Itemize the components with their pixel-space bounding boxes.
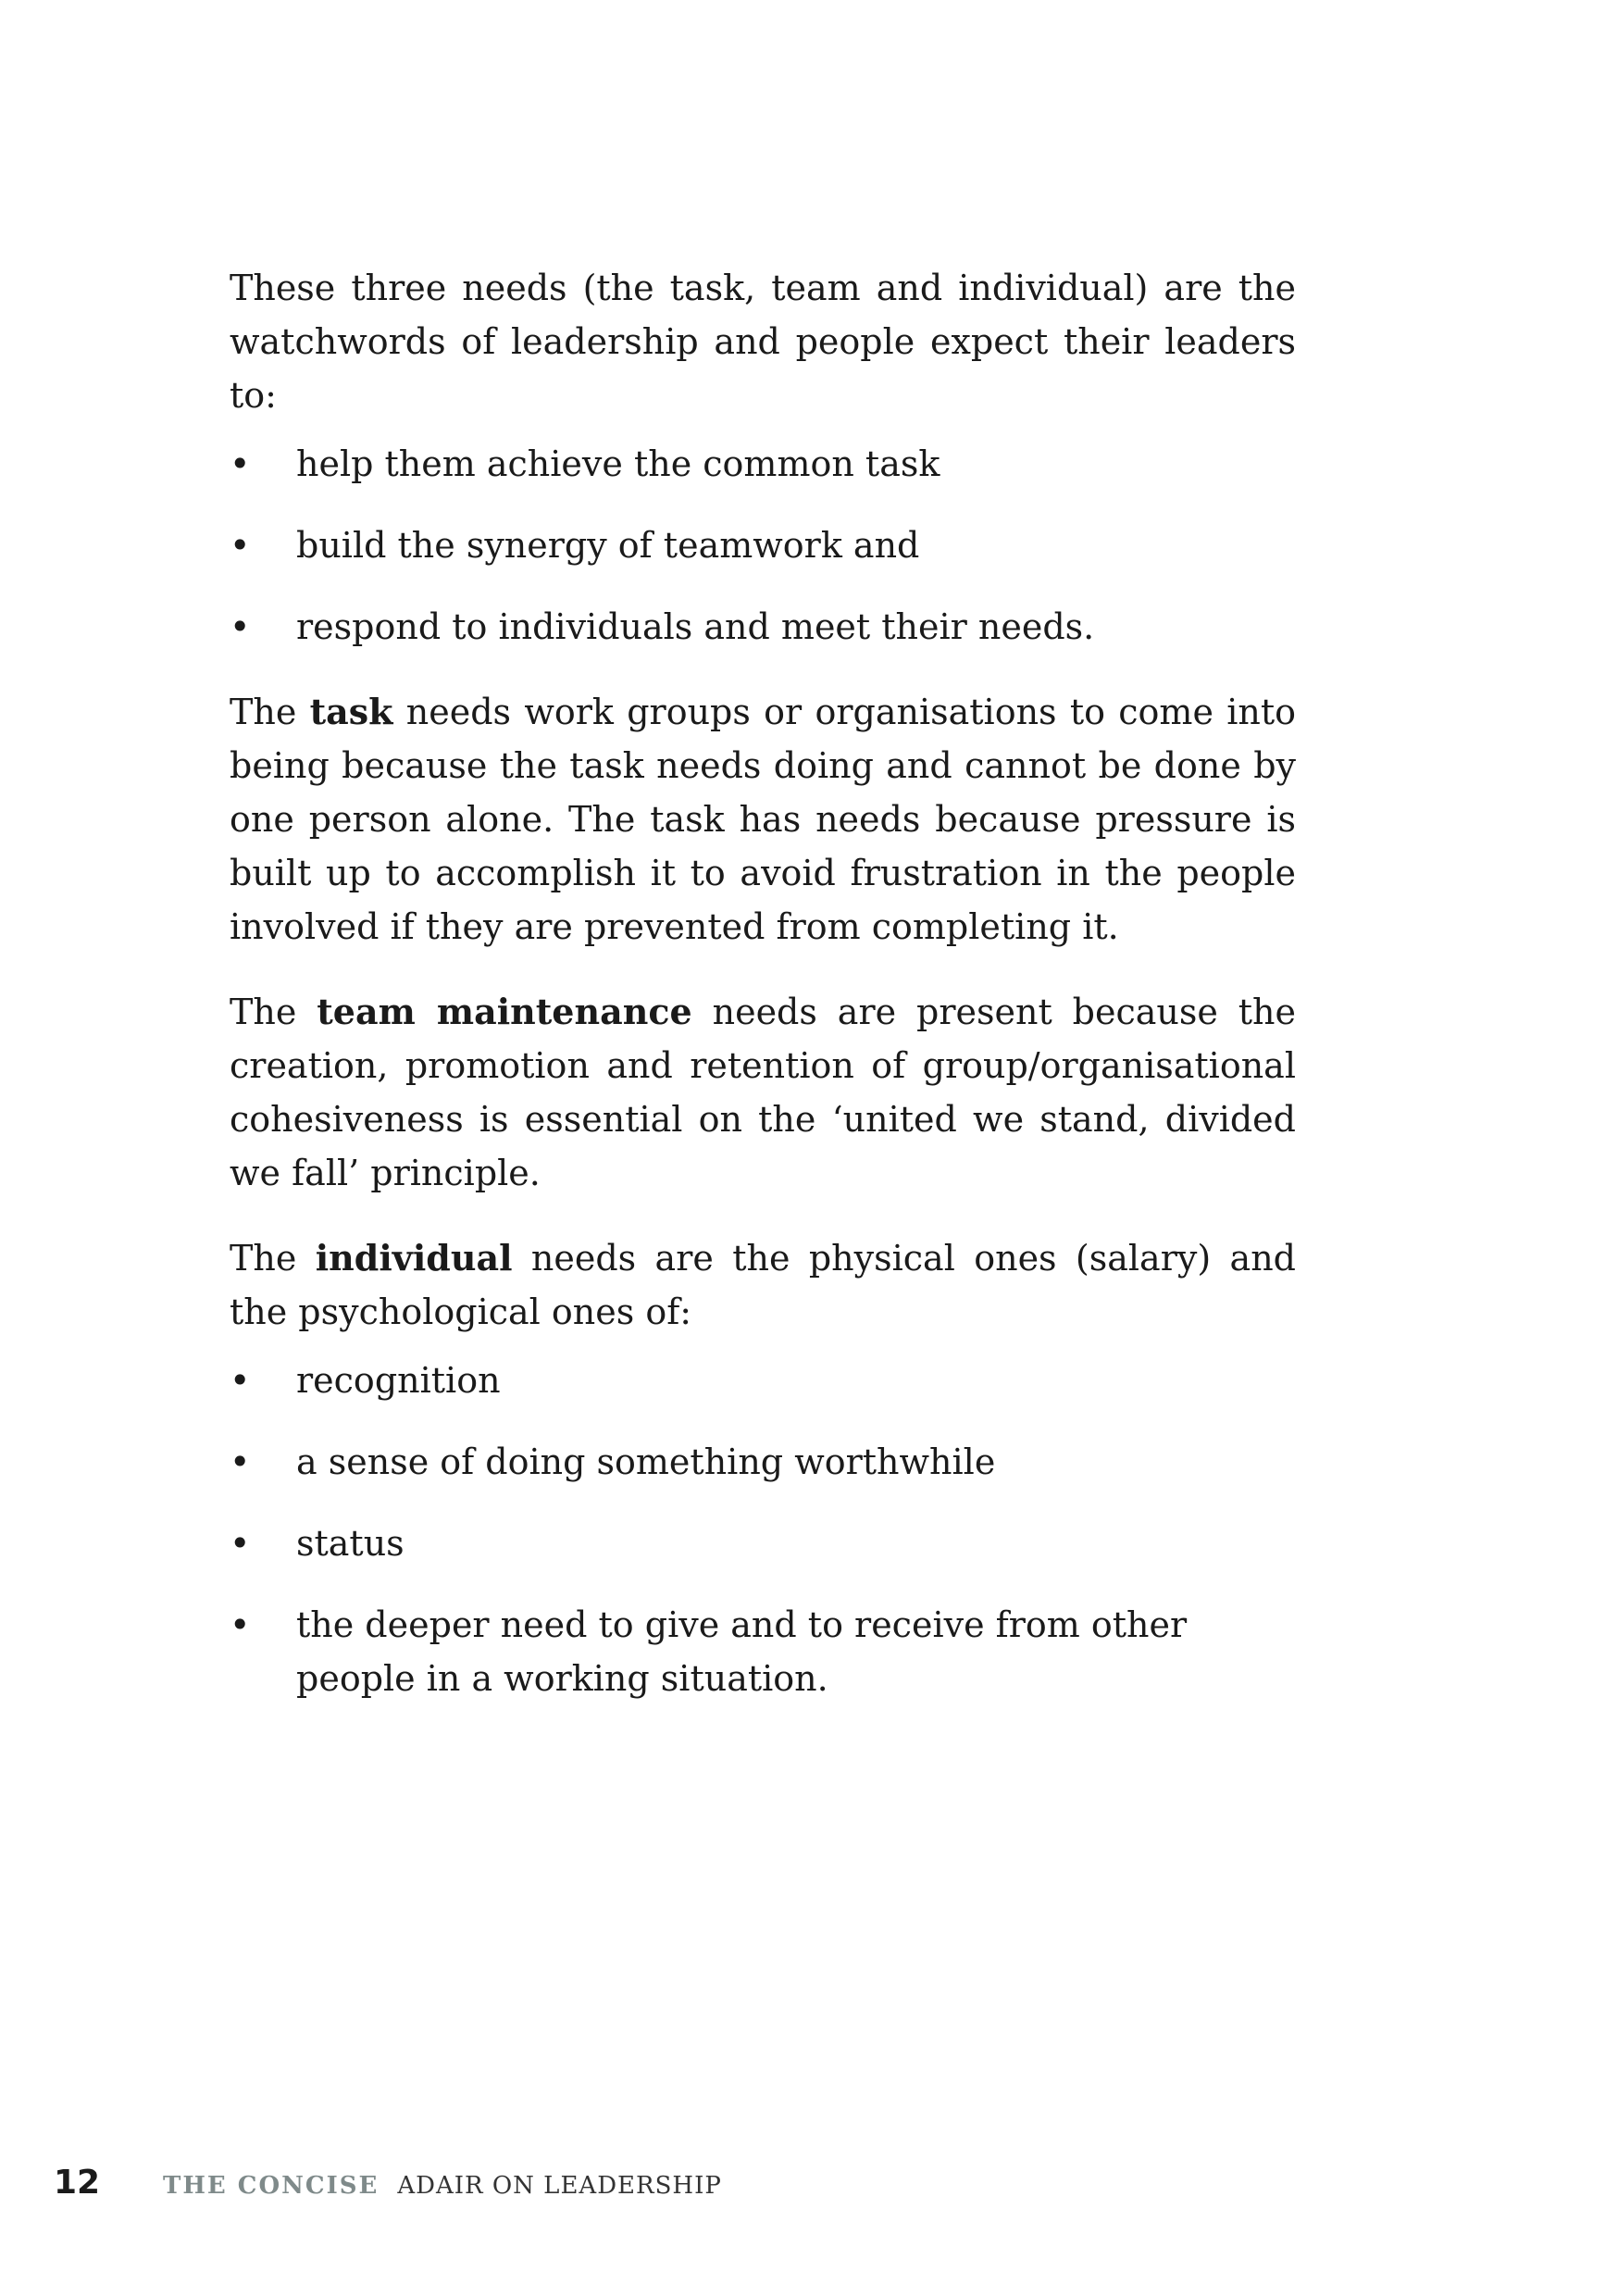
intro-paragraph: These three needs (the task, team and individual) are the watchwords of leadership and people expect their leaders to: bbox=[230, 268, 1296, 416]
page-number: 12 bbox=[54, 2164, 101, 2202]
task-paragraph: The task needs work groups or organisations to come into being because the task needs doing and cannot be done by one person alone. The task has needs because pressure is built up to accomplish it to avoid frustration in the people involved if they are prevented from completing it. bbox=[230, 691, 1297, 947]
team-paragraph: The team maintenance needs are present because the creation, promotion and retention of group/organisational cohesiveness is essential on the ‘united we stand, divided we fall’ principle. bbox=[230, 991, 1297, 1193]
bullet-icon: • bbox=[230, 1604, 251, 1645]
page-content bbox=[230, 261, 1296, 1737]
book-title: ADAIR ON LEADERSHIP bbox=[397, 2172, 722, 2200]
list-item: • build the synergy of teamwork and bbox=[230, 518, 1296, 572]
list-item: • a sense of doing something worthwhile bbox=[230, 1435, 1296, 1489]
bullet-icon: • bbox=[230, 443, 251, 484]
bullet-icon: • bbox=[230, 1523, 251, 1564]
list-item: • help them achieve the common task bbox=[230, 437, 1296, 491]
series-name: THE CONCISE bbox=[163, 2172, 380, 2200]
psychological-needs-list bbox=[230, 1354, 1296, 1705]
individual-paragraph: The individual needs are the physical ones (salary) and the psychological ones of: bbox=[230, 1237, 1296, 1332]
bold-term-individual: individual bbox=[315, 1237, 513, 1279]
leader-expectations-list bbox=[230, 437, 1296, 654]
bullet-icon: • bbox=[230, 1441, 251, 1482]
bullet-icon: • bbox=[230, 606, 251, 647]
bullet-icon: • bbox=[230, 1360, 251, 1401]
bold-term-team: team maintenance bbox=[317, 991, 692, 1032]
list-item: • the deeper need to give and to receive from other people in a working situation. bbox=[230, 1598, 1296, 1705]
bullet-icon: • bbox=[230, 525, 251, 566]
list-item: • recognition bbox=[230, 1354, 1296, 1407]
bold-term-task: task bbox=[309, 691, 393, 732]
list-item: • respond to individuals and meet their needs. bbox=[230, 600, 1296, 654]
page-footer bbox=[54, 2164, 722, 2210]
list-item: • status bbox=[230, 1516, 1296, 1570]
